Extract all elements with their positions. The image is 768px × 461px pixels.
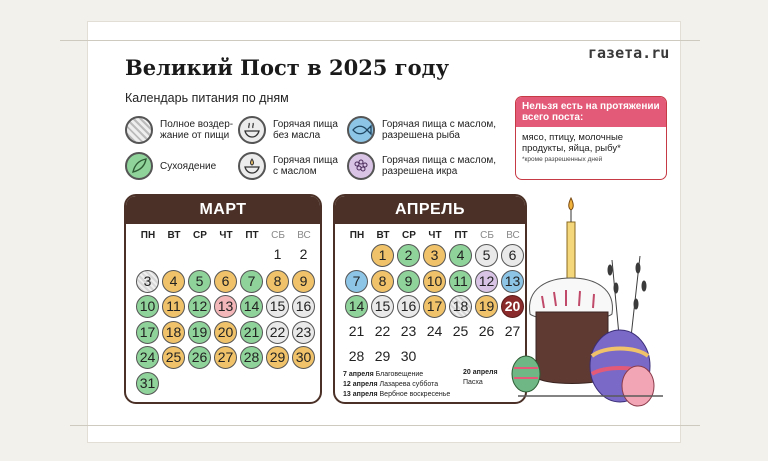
calendar-day: 22 <box>266 321 289 344</box>
calendar-month-title: АПРЕЛЬ <box>335 196 525 224</box>
weekday-label: ВС <box>506 230 520 241</box>
weekday-label: ЧТ <box>219 230 233 241</box>
calendar-day: 5 <box>475 244 498 267</box>
calendar-day: 19 <box>475 295 498 318</box>
green-leaf-circle-icon <box>125 152 153 180</box>
calendar-day: 6 <box>214 270 237 293</box>
legend-label: Горячая пища с маслом, разрешена икра <box>382 155 497 177</box>
calendar-day: 10 <box>423 270 446 293</box>
calendar-day: 15 <box>266 295 289 318</box>
page-title: Великий Пост в 2025 году <box>125 55 450 80</box>
legend-item-fasting <box>125 116 233 144</box>
calendar-day: 17 <box>423 295 446 318</box>
calendar-day: 4 <box>162 270 185 293</box>
calendar-day: 6 <box>501 244 524 267</box>
calendar-day: 26 <box>478 322 495 339</box>
weekday-label: ПН <box>140 230 156 241</box>
legend-label: Горячая пища с маслом <box>273 155 338 177</box>
calendar-day: 8 <box>371 270 394 293</box>
legend-item-fish <box>347 116 496 144</box>
calendar-march <box>124 194 322 404</box>
calendar-day: 4 <box>449 244 472 267</box>
holiday-note: 7 апреля Благовещение <box>343 371 424 378</box>
calendar-day: 9 <box>397 270 420 293</box>
calendar-day: 22 <box>374 322 391 339</box>
calendar-day: 14 <box>240 295 263 318</box>
forbidden-foods-title: Нельзя есть на протяжении всего поста: <box>516 97 666 127</box>
hot-food-no-oil-icon <box>238 116 266 144</box>
fish-icon <box>347 116 375 144</box>
calendar-day: 24 <box>136 346 159 369</box>
calendar-day: 12 <box>475 270 498 293</box>
gray-striped-circle-icon <box>125 116 153 144</box>
calendar-day: 13 <box>214 295 237 318</box>
calendar-day: 20 <box>214 321 237 344</box>
calendar-day: 9 <box>292 270 315 293</box>
weekday-label: ВТ <box>167 230 181 241</box>
holiday-note: 12 апреля Лазарева суббота <box>343 381 439 388</box>
calendar-day: 27 <box>504 322 521 339</box>
calendar-day: 23 <box>292 321 315 344</box>
weekday-label: ПТ <box>454 230 468 241</box>
calendar-day: 11 <box>162 295 185 318</box>
calendar-day: 21 <box>240 321 263 344</box>
candle-icon <box>567 198 575 290</box>
legend-item-hot-no-oil <box>238 116 338 144</box>
calendar-day: 14 <box>345 295 368 318</box>
calendar-day: 5 <box>188 270 211 293</box>
calendar-day: 17 <box>136 321 159 344</box>
legend-item-caviar <box>347 152 496 180</box>
weekday-label: СБ <box>271 230 285 241</box>
calendar-day: 2 <box>299 246 308 262</box>
calendar-day: 24 <box>426 322 443 339</box>
calendar-day: 7 <box>345 270 368 293</box>
weekday-label: ВТ <box>376 230 390 241</box>
calendar-day: 28 <box>240 346 263 369</box>
legend-label: Полное воздер- жание от пищи <box>160 119 234 141</box>
legend-label: Горячая пища с маслом, разрешена рыба <box>382 119 497 141</box>
forbidden-foods-note: *кроме разрешенных дней <box>522 156 603 163</box>
weekday-label: ВС <box>297 230 311 241</box>
page-subtitle: Календарь питания по дням <box>125 91 289 105</box>
calendar-day: 30 <box>292 346 315 369</box>
weekday-label: СБ <box>480 230 494 241</box>
weekday-label: ПН <box>349 230 365 241</box>
calendar-day: 1 <box>273 246 282 262</box>
calendar-day: 10 <box>136 295 159 318</box>
easter-note: 20 апреля Пасха <box>463 369 498 386</box>
legend-label: Горячая пища без масла <box>273 119 338 141</box>
calendar-day: 3 <box>423 244 446 267</box>
calendar-day: 18 <box>162 321 185 344</box>
hot-food-oil-icon <box>238 152 266 180</box>
calendar-april <box>333 194 527 404</box>
weekday-label: СР <box>402 230 416 241</box>
holiday-notes <box>343 370 450 400</box>
calendar-day: 25 <box>162 346 185 369</box>
calendar-day: 28 <box>348 348 365 364</box>
forbidden-foods-list: мясо, птицу, молочные продукты, яйца, рыбу* <box>522 132 624 154</box>
legend-item-hot-oil <box>238 152 338 180</box>
sketch-line <box>70 425 700 426</box>
calendar-day: 20 <box>501 295 524 318</box>
calendar-day: 15 <box>371 295 394 318</box>
calendar-day: 1 <box>371 244 394 267</box>
sketch-line <box>60 40 700 41</box>
holiday-note: 13 апреля Вербное воскресенье <box>343 391 451 398</box>
weekday-label: СР <box>193 230 207 241</box>
forbidden-foods-box <box>515 96 667 180</box>
calendar-day: 12 <box>188 295 211 318</box>
calendar-day: 8 <box>266 270 289 293</box>
calendar-day: 25 <box>452 322 469 339</box>
calendar-day: 11 <box>449 270 472 293</box>
calendar-day: 2 <box>397 244 420 267</box>
calendar-day: 7 <box>240 270 263 293</box>
calendar-day: 13 <box>501 270 524 293</box>
calendar-day: 27 <box>214 346 237 369</box>
caviar-icon <box>347 152 375 180</box>
calendar-day: 29 <box>374 348 391 364</box>
calendar-day: 3 <box>136 270 159 293</box>
calendar-day: 16 <box>397 295 420 318</box>
calendar-month-title: МАРТ <box>126 196 320 224</box>
calendar-day: 29 <box>266 346 289 369</box>
calendar-day: 30 <box>400 348 417 364</box>
legend-label: Сухоядение <box>160 160 217 172</box>
calendar-day: 21 <box>348 322 365 339</box>
legend-item-dry <box>125 152 216 180</box>
weekday-label: ЧТ <box>428 230 442 241</box>
brand-logo: газета.ru <box>588 44 670 62</box>
easter-egg-icon <box>590 330 654 406</box>
weekday-label: ПТ <box>245 230 259 241</box>
calendar-day: 31 <box>136 372 159 395</box>
calendar-day: 18 <box>449 295 472 318</box>
easter-cake-illustration <box>508 196 668 411</box>
calendar-day: 16 <box>292 295 315 318</box>
calendar-day: 26 <box>188 346 211 369</box>
calendar-day: 23 <box>400 322 417 339</box>
easter-egg-icon <box>512 356 540 392</box>
calendar-day: 19 <box>188 321 211 344</box>
